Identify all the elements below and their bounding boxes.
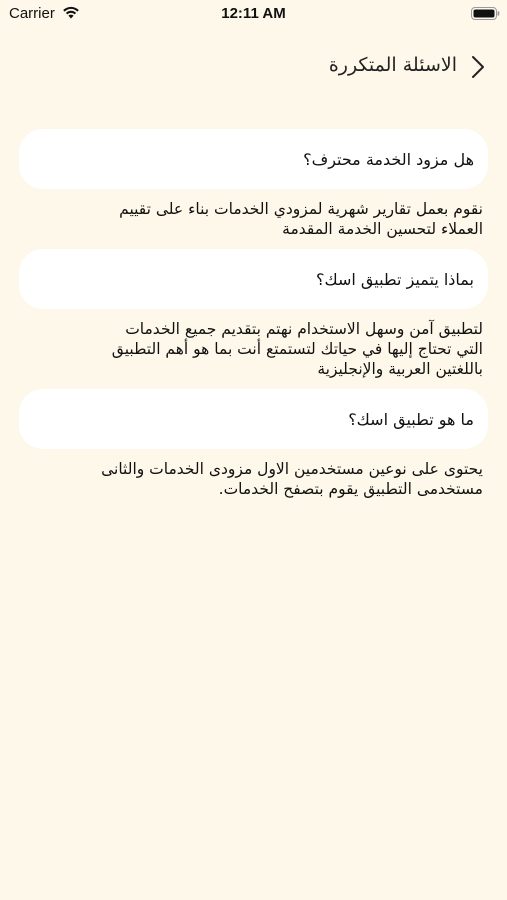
navigation-bar (0, 48, 507, 88)
faq-question: بماذا يتميز تطبيق اسك؟ (316, 269, 474, 289)
faq-question: ما هو تطبيق اسك؟ (348, 409, 474, 429)
faq-question-card[interactable] (19, 129, 488, 189)
chevron-icon (471, 55, 485, 79)
faq-answer: يحتوى على نوعين مستخدمين الاول مزودى الخدمات والثانى مستخدمى التطبيق يقوم بتصفح الخدمات. (101, 460, 483, 498)
faq-answer: نقوم بعمل تقارير شهرية لمزودي الخدمات بناء على تقييم العملاء لتحسين الخدمة المقدمة (119, 200, 483, 238)
faq-answer: لتطبيق آمن وسهل الاستخدام نهتم بتقديم جميع الخدمات التي تحتاج إليها في حياتك لتستمتع أنت بما هو أهم التطبيق باللغتين العربية والإنجليزية (111, 320, 483, 378)
clock: 12:11 AM (221, 5, 286, 22)
back-button[interactable] (460, 50, 496, 84)
faq-question: هل مزود الخدمة محترف؟ (303, 149, 474, 169)
page-title: الاسئلة المتكررة (328, 54, 457, 76)
carrier-label: Carrier (9, 5, 55, 22)
battery-icon (471, 7, 500, 20)
faq-question-card[interactable] (19, 249, 488, 309)
faq-question-card[interactable] (19, 389, 488, 449)
status-bar (0, 0, 507, 28)
